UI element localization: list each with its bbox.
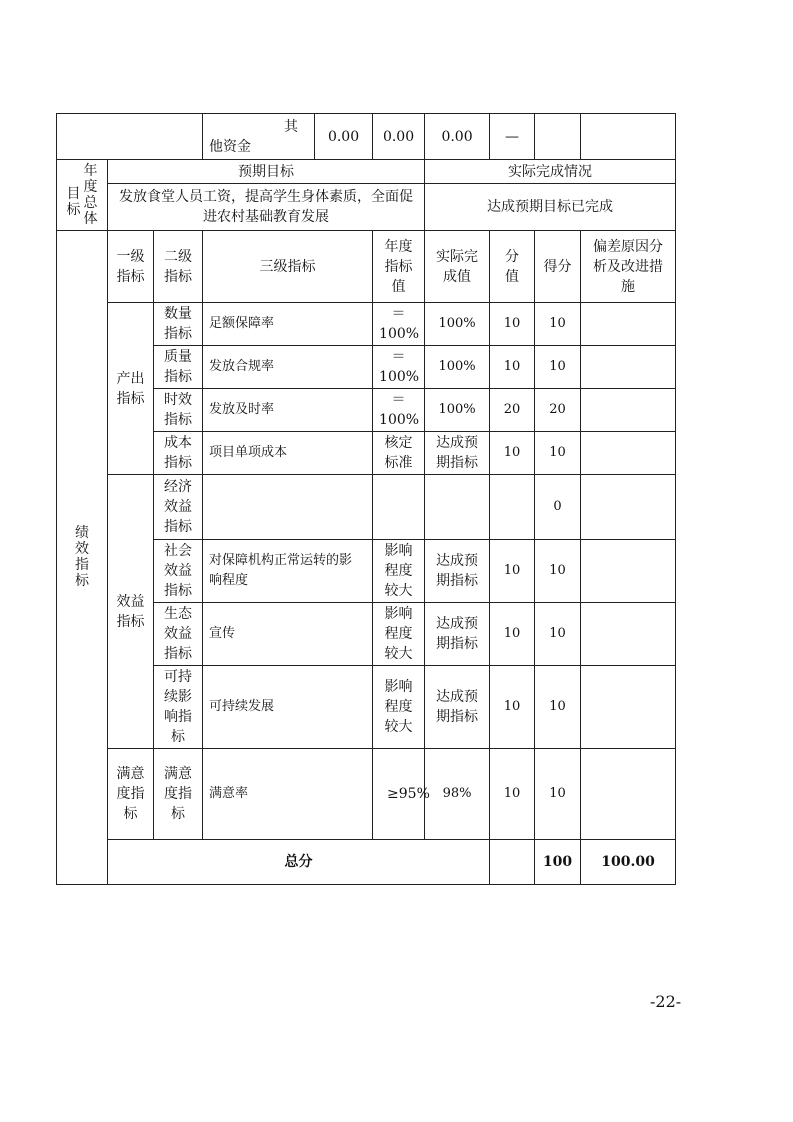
total-row xyxy=(57,840,676,885)
deviation-cell xyxy=(581,432,676,475)
level3-cell: 宣传 xyxy=(203,603,373,666)
total-points: 100 xyxy=(535,840,581,885)
points-cell: 10 xyxy=(490,346,535,389)
level2-cell: 满意度指标 xyxy=(154,749,203,840)
annual-value-header: 年度指标值 xyxy=(373,231,425,303)
indicator-row xyxy=(57,749,676,840)
funds-dash: — xyxy=(490,114,535,160)
score-cell: 10 xyxy=(535,603,581,666)
actual-value-cell: 100% xyxy=(425,389,490,432)
annual-value-cell: 影响程度较大 xyxy=(373,540,425,603)
deviation-cell xyxy=(581,389,676,432)
other-funds-row xyxy=(57,114,676,160)
score-cell: 10 xyxy=(535,432,581,475)
level2-cell: 可持续影响指标 xyxy=(154,666,203,749)
annual-value-cell: ＝100% xyxy=(373,303,425,346)
actual-value-cell xyxy=(425,475,490,540)
annual-value-cell: 核定标准 xyxy=(373,432,425,475)
satisfaction-indicators-label: 满意度指标 xyxy=(108,749,154,840)
expected-goal-header: 预期目标 xyxy=(108,160,425,184)
deviation-cell xyxy=(581,540,676,603)
indicator-header-row xyxy=(57,231,676,303)
points-cell: 20 xyxy=(490,389,535,432)
points-cell: 10 xyxy=(490,666,535,749)
annual-value-cell: ≥95% xyxy=(373,749,425,840)
funds-value-3: 0.00 xyxy=(425,114,490,160)
points-cell: 10 xyxy=(490,603,535,666)
score-cell: 10 xyxy=(535,749,581,840)
points-cell: 10 xyxy=(490,303,535,346)
deviation-cell xyxy=(581,749,676,840)
goal-label-b: 年度总体 xyxy=(83,163,98,227)
goal-header-row xyxy=(57,160,676,184)
total-label: 总分 xyxy=(108,840,490,885)
deviation-cell xyxy=(581,475,676,540)
actual-completion-text: 达成预期目标已完成 xyxy=(425,184,676,231)
points-cell: 10 xyxy=(490,749,535,840)
level2-cell: 时效指标 xyxy=(154,389,203,432)
funds-value-2: 0.00 xyxy=(373,114,425,160)
annual-value-cell: 影响程度较大 xyxy=(373,603,425,666)
annual-value-cell xyxy=(373,475,425,540)
funds-empty-cell xyxy=(57,114,203,160)
score-cell: 0 xyxy=(535,475,581,540)
level3-cell: 对保障机构正常运转的影响程度 xyxy=(203,540,373,603)
level3-cell: 发放及时率 xyxy=(203,389,373,432)
points-header: 分值 xyxy=(490,231,535,303)
goal-label-cell xyxy=(57,160,108,231)
actual-completion-header: 实际完成情况 xyxy=(425,160,676,184)
deviation-cell xyxy=(581,303,676,346)
level3-cell xyxy=(203,475,373,540)
deviation-header: 偏差原因分析及改进措施 xyxy=(581,231,676,303)
goal-content-row xyxy=(57,184,676,231)
funds-blank-1 xyxy=(535,114,581,160)
deviation-cell xyxy=(581,666,676,749)
funds-blank-2 xyxy=(581,114,676,160)
indicator-row xyxy=(57,303,676,346)
total-score: 100.00 xyxy=(581,840,676,885)
level2-cell: 生态效益指标 xyxy=(154,603,203,666)
score-cell: 20 xyxy=(535,389,581,432)
points-cell: 10 xyxy=(490,432,535,475)
actual-value-cell: 达成预期指标 xyxy=(425,603,490,666)
goal-label-a: 目标 xyxy=(66,186,81,218)
level2-cell: 经济效益指标 xyxy=(154,475,203,540)
level2-cell: 社会效益指标 xyxy=(154,540,203,603)
points-cell: 10 xyxy=(490,540,535,603)
score-cell: 10 xyxy=(535,303,581,346)
level2-cell: 数量指标 xyxy=(154,303,203,346)
funds-value-1: 0.00 xyxy=(315,114,373,160)
level3-header: 三级指标 xyxy=(203,231,373,303)
performance-table xyxy=(56,113,676,885)
level3-cell: 足额保障率 xyxy=(203,303,373,346)
level2-cell: 质量指标 xyxy=(154,346,203,389)
actual-value-cell: 达成预期指标 xyxy=(425,540,490,603)
actual-value-cell: 达成预期指标 xyxy=(425,666,490,749)
indicator-row xyxy=(57,475,676,540)
level2-cell: 成本指标 xyxy=(154,432,203,475)
expected-goal-text: 发放食堂人员工资，提高学生身体素质，全面促进农村基础教育发展 xyxy=(108,184,425,231)
level3-cell: 满意率 xyxy=(203,749,373,840)
annual-value-cell: ＝100% xyxy=(373,346,425,389)
deviation-cell xyxy=(581,603,676,666)
points-cell xyxy=(490,475,535,540)
actual-value-header: 实际完成值 xyxy=(425,231,490,303)
annual-value-cell: 影响程度较大 xyxy=(373,666,425,749)
actual-value-cell: 达成预期指标 xyxy=(425,432,490,475)
level3-cell: 项目单项成本 xyxy=(203,432,373,475)
annual-value-cell: ＝100% xyxy=(373,389,425,432)
page-number: -22- xyxy=(650,992,682,1011)
actual-value-cell: 100% xyxy=(425,303,490,346)
actual-value-cell: 100% xyxy=(425,346,490,389)
score-header: 得分 xyxy=(535,231,581,303)
output-indicators-label: 产出指标 xyxy=(108,303,154,475)
actual-value-cell: 98% xyxy=(425,749,490,840)
level3-cell: 发放合规率 xyxy=(203,346,373,389)
performance-indicators-label: 绩效指标 xyxy=(57,231,108,885)
score-cell: 10 xyxy=(535,666,581,749)
level2-header: 二级指标 xyxy=(154,231,203,303)
total-blank xyxy=(490,840,535,885)
level3-cell: 可持续发展 xyxy=(203,666,373,749)
score-cell: 10 xyxy=(535,346,581,389)
deviation-cell xyxy=(581,346,676,389)
level1-header: 一级指标 xyxy=(108,231,154,303)
other-funds-label: 其 他资金 xyxy=(203,114,315,160)
score-cell: 10 xyxy=(535,540,581,603)
benefit-indicators-label: 效益指标 xyxy=(108,475,154,749)
